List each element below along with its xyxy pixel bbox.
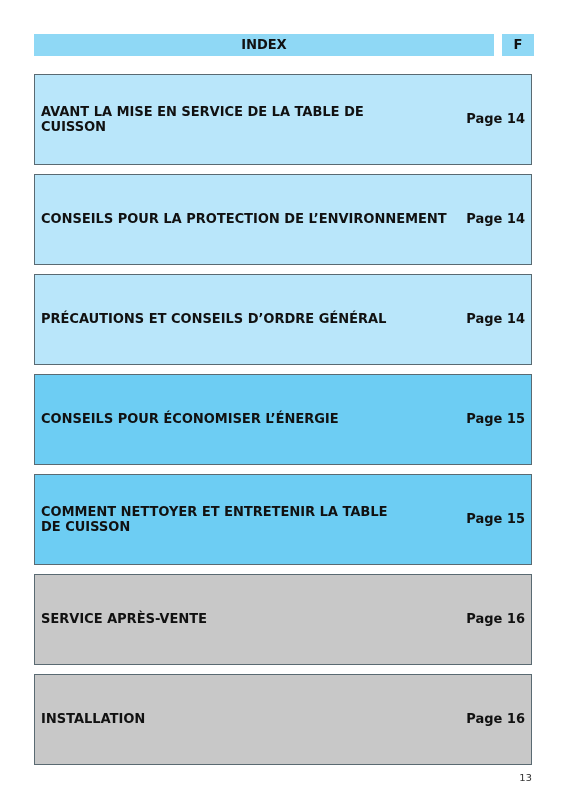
index-entry[interactable] — [34, 374, 532, 465]
index-title: INDEX — [34, 34, 494, 56]
entry-page: Page 16 — [466, 712, 525, 727]
page-number: 13 — [519, 773, 532, 784]
entry-label: CONSEILS POUR LA PROTECTION DE L’ENVIRONNEMENT — [41, 212, 447, 227]
entry-label: SERVICE APRÈS-VENTE — [41, 612, 207, 627]
index-entry[interactable] — [34, 174, 532, 265]
entry-page: Page 14 — [466, 212, 525, 227]
index-entry[interactable] — [34, 474, 532, 565]
entry-label: PRÉCAUTIONS ET CONSEILS D’ORDRE GÉNÉRAL — [41, 312, 387, 327]
index-entry[interactable] — [34, 574, 532, 665]
index-entry[interactable] — [34, 274, 532, 365]
index-entry[interactable] — [34, 674, 532, 765]
index-entry[interactable] — [34, 74, 532, 165]
entry-label: AVANT LA MISE EN SERVICE DE LA TABLE DE CUISSON — [41, 104, 364, 135]
entry-label: CONSEILS POUR ÉCONOMISER L’ÉNERGIE — [41, 412, 339, 427]
entry-label: INSTALLATION — [41, 712, 146, 727]
entry-page: Page 14 — [466, 312, 525, 327]
language-tag: F — [502, 34, 534, 56]
entry-page: Page 15 — [466, 412, 525, 427]
entry-page: Page 16 — [466, 612, 525, 627]
entry-page: Page 15 — [466, 512, 525, 527]
entry-page: Page 14 — [466, 112, 525, 127]
entry-label: COMMENT NETTOYER ET ENTRETENIR LA TABLE DE CUISSON — [41, 504, 388, 535]
